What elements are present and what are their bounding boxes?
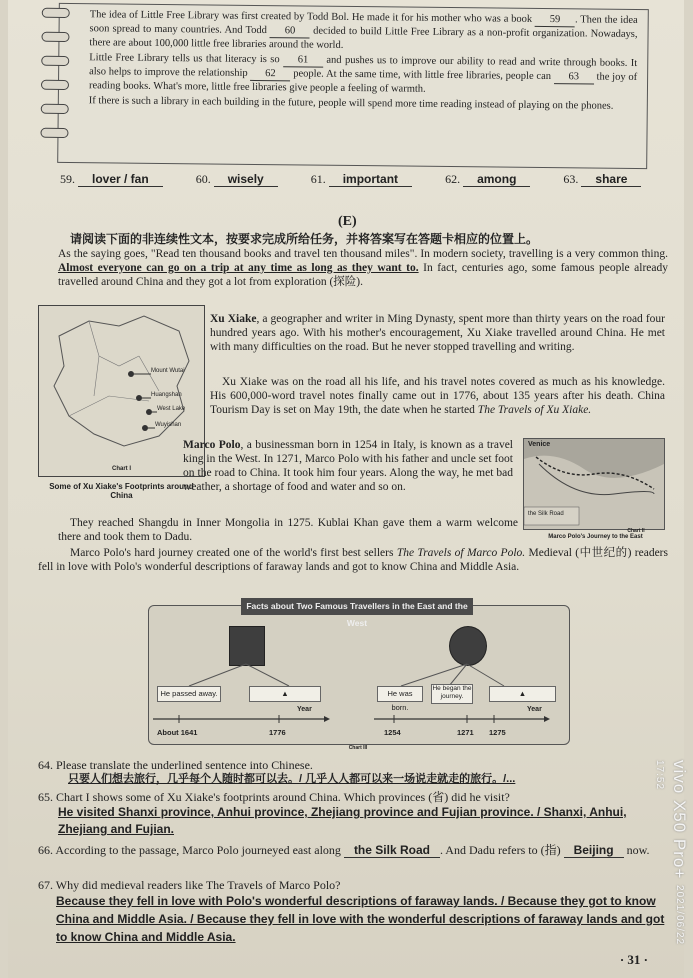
blank-62: 62: [250, 67, 290, 81]
chart-2-label: Chart II: [627, 528, 645, 534]
xu-paragraph-2: Xu Xiake was on the road all his life, and his travel notes covered as much as his knowledge. His 600,000-word travel notes finally came out in 1776, about 135 years after his death. China Tourism Day is set on May 19th, the date when he started The Travels of Xu Xiake.: [210, 376, 665, 416]
notebook-paragraph-3: If there is such a library in each building in the future, people will spend more time reading instead of playing on the phones.: [88, 95, 614, 112]
blank-61: 61: [283, 53, 323, 67]
question-67: 67. Why did medieval readers like The Travels of Marco Polo? Because they fell in love with Polo's wonderful descriptions of faraway lands. / Because they got to know China and Middle Asia. / Because they fell in love with the wonderful descriptions of faraway lands and got to know China and Middle Asia.: [38, 878, 668, 946]
blank-60: 60: [270, 24, 310, 38]
answer-67: Because they fell in love with Polo's wonderful descriptions of faraway lands. / Because they got to know China and Middle Asia. / Because they fell in love with the wonderful descriptions of faraway lands and got to know China and Middle Asia.: [56, 894, 665, 944]
answer-line-59-63: 59. lover / fan 60. wisely 61. important 62. among 63. share: [60, 172, 641, 187]
answer-61: important: [329, 172, 412, 187]
answer-62: among: [463, 172, 530, 187]
question-66: 66. According to the passage, Marco Polo journeyed east along the Silk Road . And Dadu refers to (指) Beijing now.: [38, 843, 650, 857]
box-passed-away: He passed away.: [157, 686, 221, 702]
answer-65: He visited Shanxi province, Anhui province, Zhejiang province and Fujian province. / Shanxi, Anhui, Zhejiang and Fujian.: [58, 805, 627, 836]
chart-1-map: [38, 305, 205, 477]
year-1275: 1275: [489, 728, 506, 737]
map-label-huangshan: Huangshan: [151, 392, 182, 398]
page-number: · 31 ·: [619, 952, 648, 967]
answer-59: lover / fan: [78, 172, 163, 187]
year-about-1641: About 1641: [157, 728, 198, 737]
workbook-page: [8, 0, 684, 978]
watermark-brand: vivo X50 Pro+: [670, 760, 689, 880]
map-label-silk-road: the Silk Road: [528, 511, 564, 517]
timeline-lines: [149, 606, 569, 744]
china-outline-icon: [39, 306, 204, 456]
section-title: (E): [338, 214, 357, 229]
answer-66-a: the Silk Road: [344, 843, 440, 858]
box-blank-triangle-1: ▲: [249, 686, 321, 702]
marco-paragraph-2: They reached Shangdu in Inner Mongolia in 1275. Kublai Khan gave them a warm welcome there and took them to Dadu.: [58, 517, 518, 543]
map-label-wuyishan: Wuyishan: [155, 422, 182, 428]
box-blank-triangle-2: ▲: [489, 686, 556, 702]
watermark-date: 2021/06/22 17:52: [654, 760, 685, 946]
year-1254: 1254: [384, 728, 401, 737]
chart-1-caption: Some of Xu Xiake's Footprints around China: [49, 482, 194, 500]
xu-paragraph-1: Xu Xiake, a geographer and writer in Ming Dynasty, spent more than thirty years on the road four hundred years ago. With his mother's encouragement, Xu Xiake travelled around China. He met with many difficulties on the road. But he never stopped travelling and writing.: [210, 313, 665, 353]
notebook-paragraph-1: The idea of Little Free Library was first created by Todd Bol. He made it for his mother who was a book 59 . Then the idea soon spread to many countries. And Todd 60 decided to build Little Free Library as a non-profit organization. Nowadays, there are about 100,000 little free libraries around the world.: [89, 9, 638, 51]
instructions: 请阅读下面的非连续性文本，按要求完成所给任务，并将答案写在答题卡相应的位置上。: [70, 232, 539, 246]
year-1776: 1776: [269, 728, 286, 737]
answer-60: wisely: [214, 172, 278, 187]
intro-paragraph: As the saying goes, "Read ten thousand books and travel ten thousand miles". In modern society, travelling is a very common thing. Almost everyone can go on a trip at any time as long as they want to. In fact, centuries ago, some famous people already travelled around China and they got a lot from exploration (探险).: [58, 248, 668, 288]
marco-paragraph-3: Marco Polo's hard journey created one of the world's first best sellers The Travels of Marco Polo. Medieval (中世纪的) readers fell in love with Polo's wonderful descriptions of faraway lands and got to know China and Middle Asia.: [38, 547, 668, 573]
year-label-right: Year: [527, 706, 542, 713]
map-label-west-lake: West Lake: [157, 406, 186, 412]
chart-1-label: Chart I: [111, 466, 131, 472]
answer-63: share: [581, 172, 641, 187]
blank-63: 63: [554, 70, 594, 84]
box-was-born: He was born.: [377, 686, 423, 702]
notebook-passage-box: [57, 3, 649, 169]
notebook-paragraph-2: Little Free Library tells us that literacy is so 61 and pushes us to improve our ability to read and write through books. It also helps to improve the relationship 62 people. At the same time, with little free libraries, people can 63 the joy of reading books. What's more, little free libraries give people a feeling of warmth.: [88, 52, 638, 95]
chart-2-map: [523, 438, 665, 530]
chart-3-timeline: [148, 601, 570, 745]
answer-66-b: Beijing: [564, 843, 624, 858]
camera-watermark: [649, 760, 689, 978]
year-label-left: Year: [297, 706, 312, 713]
chart-3-title: Facts about Two Famous Travellers in the East and the West: [241, 598, 473, 615]
map-label-mount-wutai: Mount Wutai: [151, 368, 185, 374]
map-label-venice: Venice: [528, 441, 551, 448]
box-began-journey: He began the journey.: [431, 684, 473, 704]
answer-64: 只要人们想去旅行，几乎每个人随时都可以去。/ 几乎人人都可以来一场说走就走的旅行。/...: [68, 773, 516, 785]
chart-3-label: Chart III: [348, 745, 368, 751]
year-1271: 1271: [457, 728, 474, 737]
question-64: 64. Please translate the underlined sentence into Chinese. 只要人们想去旅行，几乎每个人随时都可以去。/ 几乎人人都可以来一场说走就走的旅行。/...: [38, 758, 668, 786]
underlined-sentence: Almost everyone can go on a trip at any time as long as they want to.: [58, 262, 419, 274]
marco-paragraph-1: Marco Polo, a businessman born in 1254 in Italy, is known as a travel king in the West. In 1271, Marco Polo with his father and uncle set foot on the road to China. It took him four years. Along the way, he met bad weather, a shortage of food and water and so on.: [183, 439, 514, 493]
notebook-rings: [40, 8, 72, 152]
question-65: 65. Chart I shows some of Xu Xiake's footprints around China. Which provinces (省) did he visit? He visited Shanxi province, Anhui province, Zhejiang province and Fujian province. / Shanxi, Anhui, Zhejiang and Fujian.: [38, 790, 668, 838]
blank-59: 59: [535, 13, 575, 27]
chart-2-caption: Marco Polo's Journey to the East: [548, 534, 643, 540]
